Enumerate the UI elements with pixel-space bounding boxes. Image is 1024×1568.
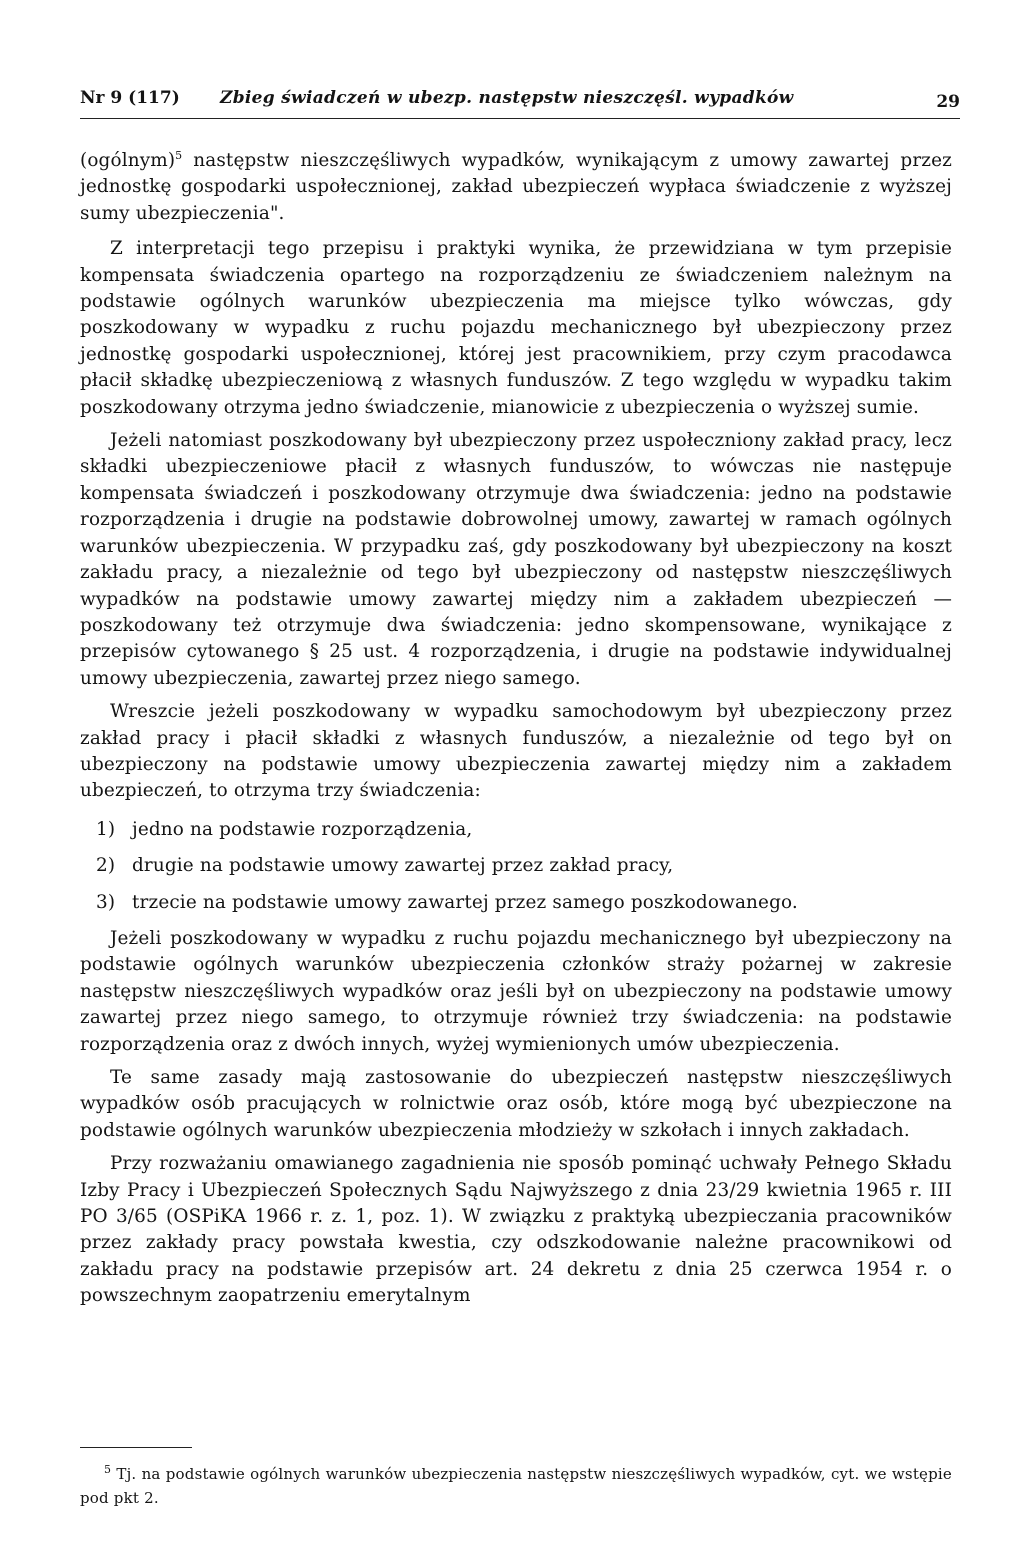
footnote-reference: 5 — [175, 148, 183, 162]
paragraph: Jeżeli poszkodowany w wypadku z ruchu pojazdu mechanicznego był ubezpieczony na podstawie ogólnych warunków ubezpieczenia członków straży pożarnej w zakresie następstw nieszczęśliwych wypadków oraz jeśli był on ubezpieczony na podstawie umowy zawartej przez niego samego, to otrzymuje również trzy świadczenia: na podstawie rozporządzenia oraz z dwóch innych, wyżej wymienionych umów ubezpieczenia. — [80, 927, 952, 1055]
list-item — [96, 853, 952, 879]
enumerated-list — [96, 817, 952, 916]
paragraph-continuation — [80, 148, 952, 227]
paragraph: Z interpretacji tego przepisu i praktyki wynika, że przewidziana w tym przepisie kompensata świadczenia opartego na rozporządzeniu ze świadczeniem należnym na podstawie ogólnych warunków ubezpieczenia ma miejsce tylko wówczas, gdy poszkodowany w wypadku z ruchu pojazdu mechanicznego był ubezpieczony przez jednostkę gospodarki uspołecznionej, której jest pracownikiem, przy czym pracodawca płacił składkę ubezpieczeniową z własnych funduszów. Z tego względu w wypadku takim poszkodowany otrzyma jedno świadczenie, mianowicie z ubezpieczenia o wyższej sumie. — [80, 238, 952, 418]
list-item-text: jedno na podstawie rozporządzenia, — [132, 818, 473, 840]
footnote-body: Tj. na podstawie ogólnych warunków ubezpieczenia następstw nieszczęśliwych wypadków, cyt. we wstępie pod pkt 2. — [80, 1465, 952, 1507]
body-text — [80, 148, 952, 1310]
list-item — [96, 817, 952, 843]
list-item-text: drugie na podstawie umowy zawartej przez zakład pracy, — [132, 855, 674, 877]
footnote-divider — [80, 1447, 192, 1448]
list-item-number: 2) — [96, 855, 116, 877]
footnote-mark: 5 — [104, 1463, 112, 1476]
list-item — [96, 890, 952, 916]
footnote — [80, 1462, 952, 1510]
paragraph: Wreszcie jeżeli poszkodowany w wypadku samochodowym był ubezpieczony przez zakład pracy i płacił składki z własnych funduszów, a niezależnie od tego był on ubezpieczony na podstawie umowy ubezpieczenia zawartej między nim a zakładem ubezpieczeń, to otrzyma trzy świadczenia: — [80, 701, 952, 802]
issue-number: Nr 9 (117) — [80, 88, 180, 108]
page-number: 29 — [936, 92, 960, 112]
paragraph-text: następstw nieszczęśliwych wypadków, wynikającym z umowy zawartej przez jednostkę gospodarki uspołecznionej, zakład ubezpieczeń wypłaca świadczenie z wyższej sumy ubezpieczenia". — [80, 150, 952, 224]
paragraph-text: (ogólnym) — [80, 150, 176, 171]
header-divider — [80, 118, 960, 119]
paragraph: Te same zasady mają zastosowanie do ubezpieczeń następstw nieszczęśliwych wypadków osób pracujących w rolnictwie oraz osób, które mogą być ubezpieczone na podstawie ogólnych warunków ubezpieczenia młodzieży w szkołach i innych zakładach. — [80, 1067, 952, 1141]
list-item-text: trzecie na podstawie umowy zawartej przez samego poszkodowanego. — [132, 891, 798, 913]
paragraph: Jeżeli natomiast poszkodowany był ubezpieczony przez uspołeczniony zakład pracy, lecz składki ubezpieczeniowe płacił z własnych funduszów, to wówczas nie następuje kompensata świadczeń i poszkodowany otrzymuje dwa świadczenia: jedno na podstawie rozporządzenia i drugie na podstawie dobrowolnej umowy, zawartej w ramach ogólnych warunków ubezpieczenia. W przypadku zaś, gdy poszkodowany był ubezpieczony na koszt zakładu pracy, a niezależnie od tego był ubezpieczony od następstw nieszczęśliwych wypadków na podstawie umowy zawartej między nim a zakładem ubezpieczeń — poszkodowany też otrzymuje dwa świadczenia: jedno skompensowane, wynikające z przepisów cytowanego § 25 ust. 4 rozporządzenia, i drugie na podstawie indywidualnej umowy ubezpieczenia, zawartej przez niego samego. — [80, 430, 952, 689]
running-header — [80, 88, 960, 116]
list-item-number: 3) — [96, 891, 116, 913]
running-title: Zbieg świadczeń w ubezp. następstw nieszczęśl. wypadków — [220, 88, 794, 108]
footnote-text — [80, 1462, 952, 1510]
paragraph: Przy rozważaniu omawianego zagadnienia nie sposób pominąć uchwały Pełnego Składu Izby Pracy i Ubezpieczeń Społecznych Sądu Najwyższego z dnia 23/29 kwietnia 1965 r. III PO 3/65 (OSPiKA 1966 r. z. 1, poz. 1). W związku z praktyką ubezpieczania pracowników przez zakłady pracy powstała kwestia, czy odszkodowanie należne pracownikowi od zakładu pracy na podstawie przepisów art. 24 dekretu z dnia 25 czerwca 1954 r. o powszechnym zaopatrzeniu emerytalnym — [80, 1153, 952, 1307]
list-item-number: 1) — [96, 818, 116, 840]
